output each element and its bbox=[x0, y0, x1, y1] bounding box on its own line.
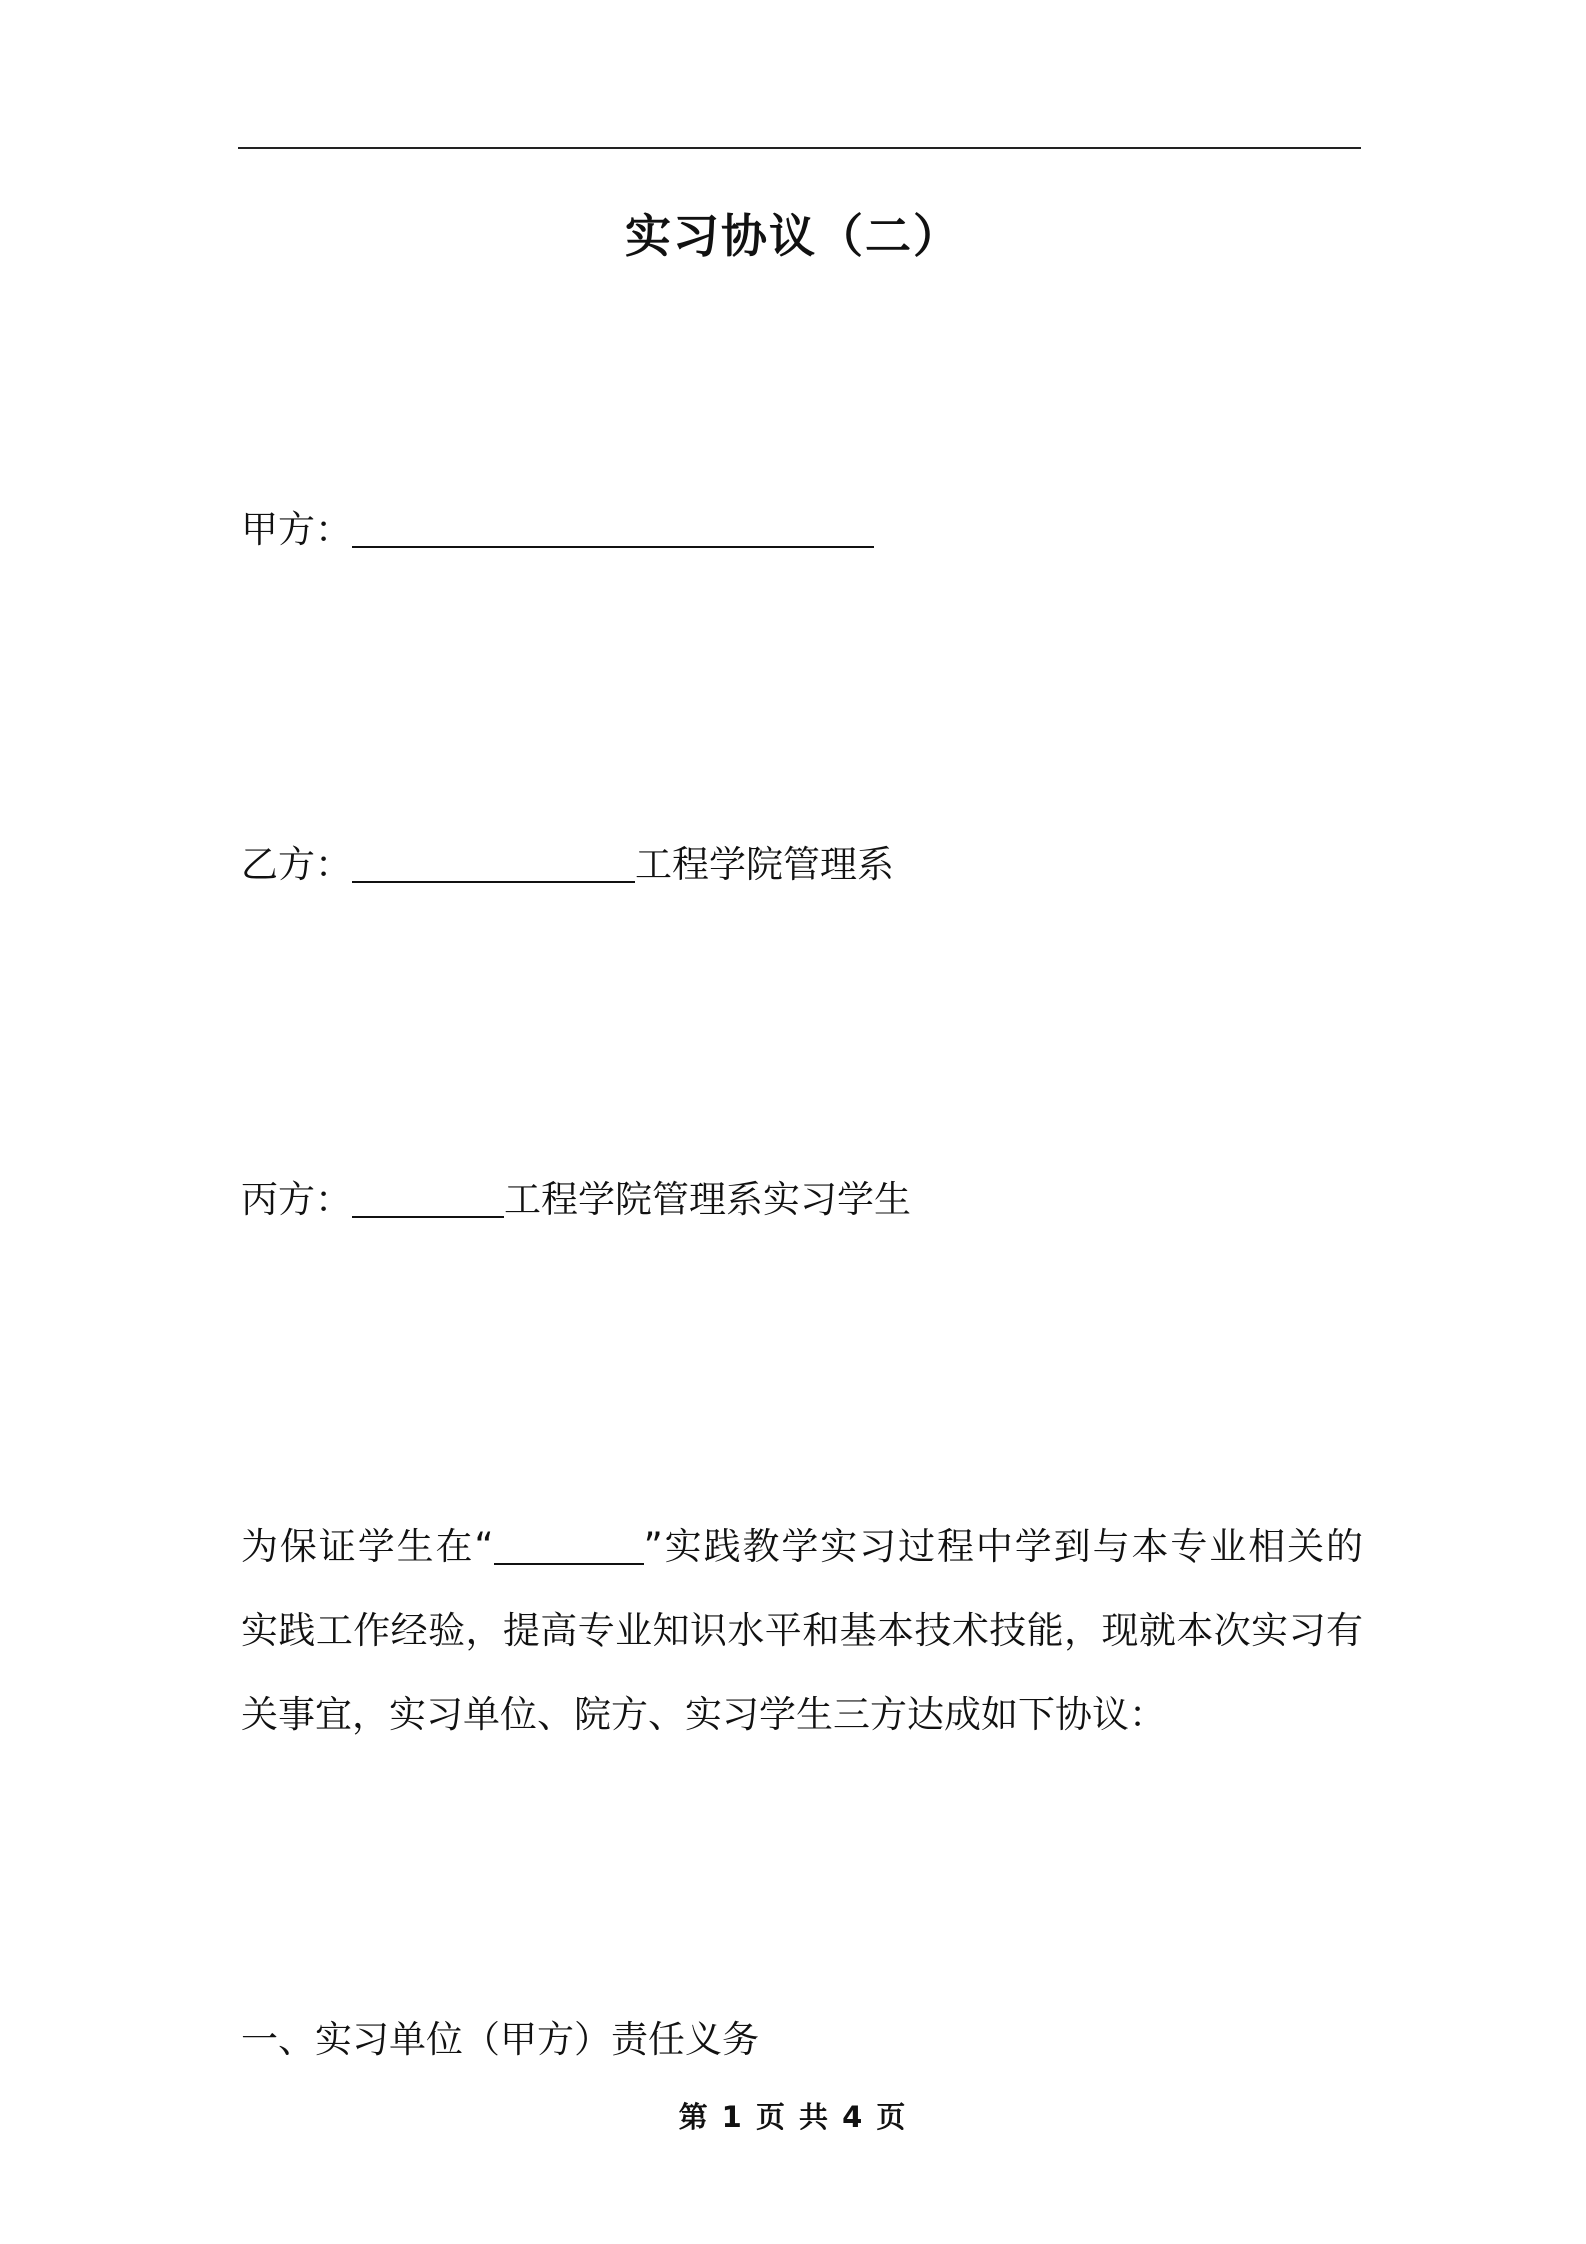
party-a-line bbox=[241, 505, 874, 555]
header-rule bbox=[238, 147, 1361, 149]
party-a-label: 甲方： bbox=[241, 508, 352, 551]
party-b-line bbox=[241, 840, 894, 890]
intro-line-2: 实践工作经验，提高专业知识水平和基本技术技能，现就本次实习有 bbox=[241, 1609, 1363, 1652]
intro-paragraph bbox=[241, 1505, 1363, 1757]
party-b-label: 乙方： bbox=[241, 843, 352, 886]
party-b-blank-field[interactable] bbox=[352, 843, 635, 883]
page-title: 实习协议（二） bbox=[625, 209, 961, 263]
intro-line-1-end: ”实践教学实习过程中学到与本专业相关的 bbox=[643, 1525, 1364, 1568]
intro-line-3: 关事宜，实习单位、院方、实习学生三方达成如下协议： bbox=[241, 1693, 1166, 1736]
intro-line-1 bbox=[241, 1505, 1363, 1589]
party-a-blank-field[interactable] bbox=[352, 508, 874, 548]
intro-blank-field[interactable] bbox=[494, 1525, 644, 1565]
section-1-heading: 一、实习单位（甲方）责任义务 bbox=[241, 2018, 759, 2061]
party-c-blank-field[interactable] bbox=[352, 1178, 504, 1218]
party-c-line bbox=[241, 1175, 911, 1225]
party-c-label: 丙方： bbox=[241, 1178, 352, 1221]
party-b-value: 工程学院管理系 bbox=[635, 843, 894, 886]
intro-line-1-start: 为保证学生在“ bbox=[241, 1525, 494, 1568]
page-number-footer: 第 1 页 共 4 页 bbox=[678, 2100, 908, 2134]
party-c-value: 工程学院管理系实习学生 bbox=[504, 1178, 911, 1221]
